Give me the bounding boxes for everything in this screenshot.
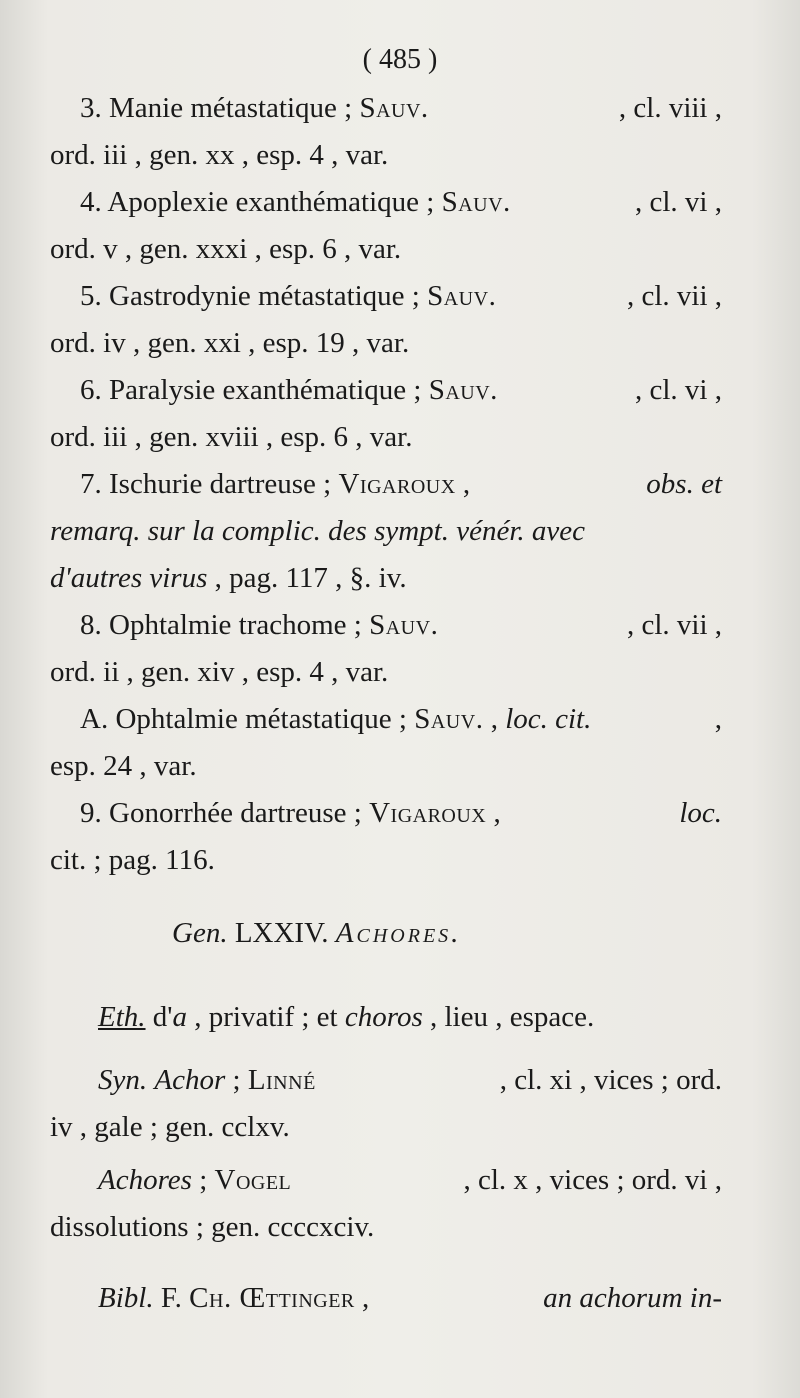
etymology-line: Eth. d'a , privatif ; et choros , lieu , espace. — [98, 1001, 595, 1033]
page-number: ( 485 ) — [362, 44, 438, 75]
entry-8-line-2: ord. ii , gen. xiv , esp. 4 , var. — [50, 656, 389, 688]
entry-7-line-2: remarq. sur la complic. des sympt. vénér. avec — [50, 515, 586, 547]
entry-4-line-2: ord. v , gen. xxxi , esp. 6 , var. — [50, 233, 402, 265]
entry-6-line-2: ord. iii , gen. xviii , esp. 6 , var. — [50, 421, 413, 453]
entry-9-line-1: 9. Gonorrhée dartreuse ; Vigaroux , loc. — [80, 797, 722, 829]
entry-8-line-1: 8. Ophtalmie trachome ; Sauv. , cl. vii , — [80, 609, 722, 641]
entry-5-line-1: 5. Gastrodynie métastatique ; Sauv. , cl. vii , — [80, 280, 722, 312]
entry-3-line-2: ord. iii , gen. xx , esp. 4 , var. — [50, 139, 389, 171]
synonym-line-2: iv , gale ; gen. cclxv. — [50, 1111, 290, 1143]
entry-5-line-2: ord. iv , gen. xxi , esp. 19 , var. — [50, 327, 410, 359]
entry-4-line-1: 4. Apoplexie exanthématique ; Sauv. , cl. vi , — [80, 186, 722, 218]
entry-7-line-1: 7. Ischurie dartreuse ; Vigaroux , obs. et — [80, 468, 722, 500]
entry-a-line-2: esp. 24 , var. — [50, 750, 197, 782]
bibliography-line: Bibl. F. Ch. Œttinger , an achorum in- — [98, 1282, 722, 1314]
entry-7-line-3: d'autres virus , pag. 117 , §. iv. — [50, 562, 407, 594]
entry-3-line-1: 3. Manie métastatique ; Sauv. , cl. viii , — [80, 92, 722, 124]
achores-line-1: Achores ; Vogel , cl. x , vices ; ord. vi , — [98, 1164, 722, 1196]
entry-9-line-2: cit. ; pag. 116. — [50, 844, 215, 876]
synonym-line-1: Syn. Achor ; Linné , cl. xi , vices ; ord. — [98, 1064, 722, 1096]
genus-heading: Gen. LXXIV. Achores. — [172, 917, 462, 949]
entry-6-line-1: 6. Paralysie exanthématique ; Sauv. , cl. vi , — [80, 374, 722, 406]
achores-line-2: dissolutions ; gen. ccccxciv. — [50, 1211, 375, 1243]
entry-a-line-1: A. Ophtalmie métastatique ; Sauv. , loc. cit. , — [80, 703, 722, 735]
